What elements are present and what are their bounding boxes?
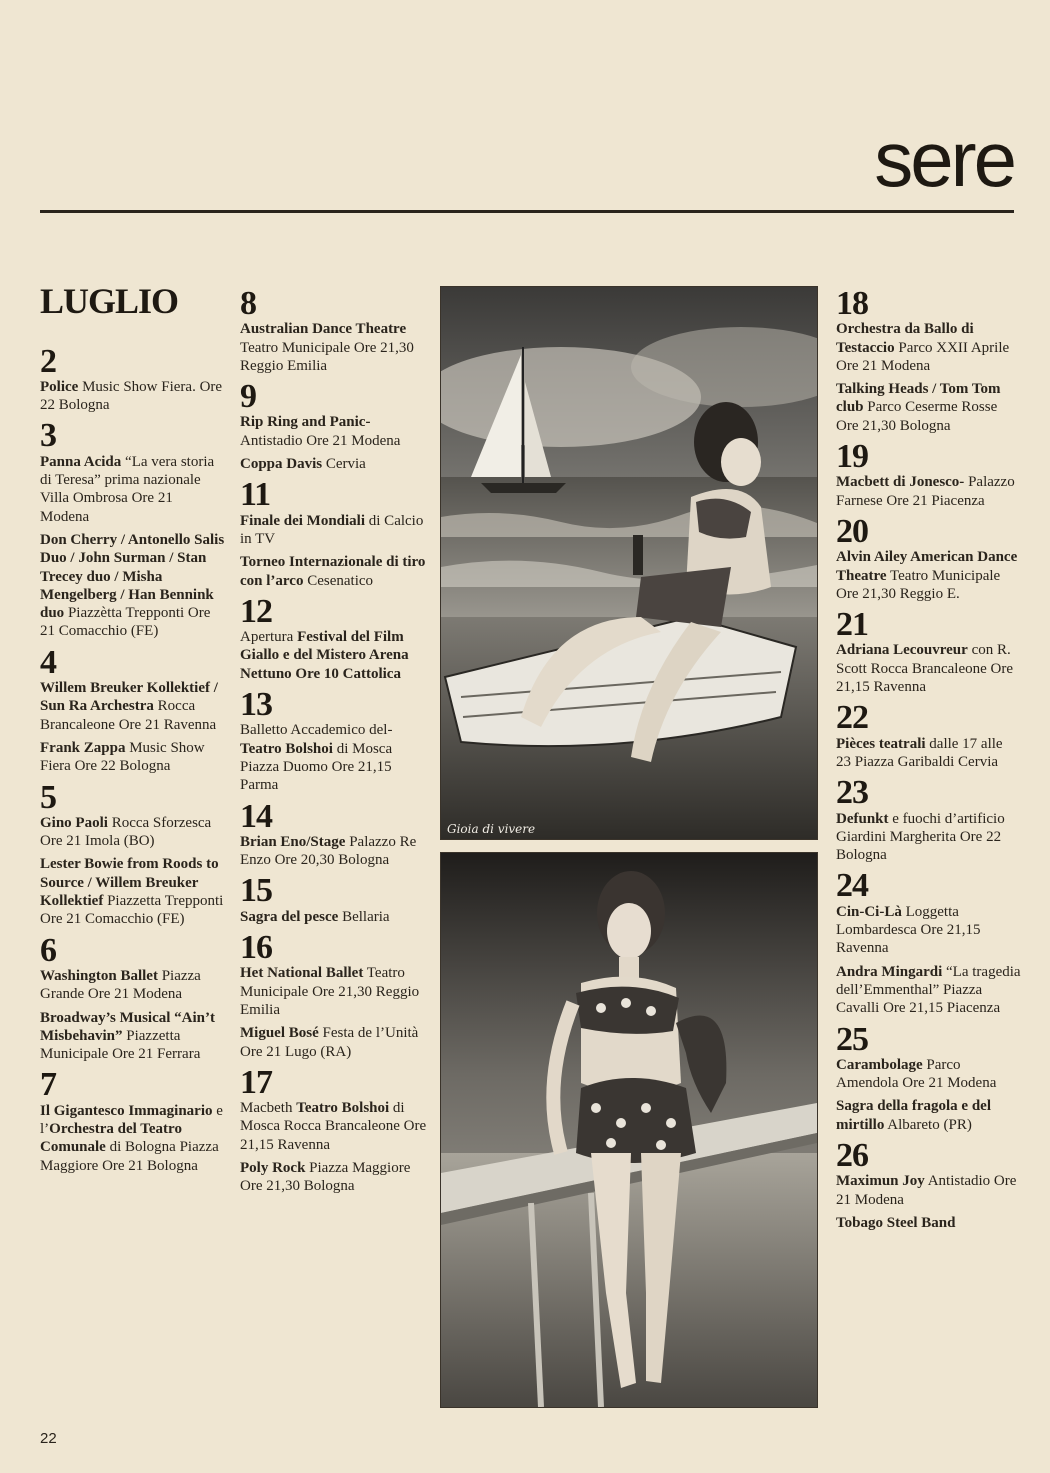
event-entry	[836, 810, 1021, 865]
event-details: Palazzo Farnese Ore 21 Piacenza	[836, 474, 1015, 509]
event-details: Macbeth	[240, 1100, 297, 1117]
day-number: 8	[240, 285, 256, 322]
event-entry	[40, 967, 225, 1004]
event-title: Adriana Lecouvreur	[836, 642, 968, 659]
event-entry	[240, 320, 430, 375]
event-title: Poly Rock	[240, 1159, 306, 1176]
event-title: Coppa Davis	[240, 456, 323, 473]
event-entry	[836, 1172, 1021, 1209]
event-details: Piazzetta Trepponti Ore 21 Comacchio (FE)	[40, 893, 224, 928]
day-number: 26	[836, 1136, 868, 1174]
polka-dot-bikini-photo	[440, 852, 818, 1408]
event-title: Don Cherry / Antonello Salis Duo / John Surman / Stan Trecey duo / Misha Mengelberg / Han Bennink duo	[40, 531, 225, 622]
event-details: Parco XXII Aprile Ore 21 Modena	[836, 339, 1010, 374]
day-number: 21	[836, 606, 868, 644]
event-title: Torneo Internazionale di tiro con l’arco	[240, 554, 426, 589]
event-title: Panna Acida	[40, 453, 122, 470]
event-entry	[836, 1214, 1021, 1232]
event-entry	[240, 964, 430, 1019]
day-number: 23	[836, 774, 868, 812]
day-list-2	[240, 285, 430, 1196]
event-details: Piazzetta Municipale Ore 21 Ferrara	[40, 1027, 201, 1063]
event-entry	[240, 721, 430, 794]
event-title: Lester Bowie from Roods to Source / Willem Breuker Kollektief	[40, 856, 219, 910]
event-details: Piazza Maggiore Ore 21,30 Bologna	[240, 1159, 411, 1195]
event-title: Frank Zappa	[40, 739, 126, 756]
event-title: Miguel Bosé	[240, 1025, 319, 1042]
event-title: Police	[40, 378, 79, 395]
event-entry	[40, 453, 225, 526]
event-title: Rip Ring and Panic-	[240, 414, 371, 431]
event-entry	[40, 814, 225, 851]
event-details: Teatro Municipale Ore 21,30 Reggio Emilia	[240, 339, 414, 374]
event-entry	[836, 380, 1021, 435]
event-details: Rocca Brancaleone Ore 21 Ravenna	[40, 698, 217, 733]
event-entry	[240, 1099, 430, 1154]
event-details: “La tragedia dell’Emmenthal” Piazza Cavalli Ore 21,15 Piacenza	[836, 963, 1021, 1017]
day-number: 4	[40, 643, 56, 681]
event-details: di Mosca Piazza Duomo Ore 21,15 Parma	[240, 740, 393, 794]
event-entry	[240, 833, 430, 870]
event-title: Cin-Ci-Là	[836, 903, 902, 920]
event-details: Piazzètta Trepponti Ore 21 Comacchio (FE)	[40, 605, 211, 640]
event-title: Sagra del pesce	[240, 908, 339, 925]
event-details: Cervia	[322, 456, 366, 473]
event-title: Finale dei Mondiali	[240, 512, 366, 529]
event-entry	[240, 455, 430, 473]
event-details: Festa de l’Unità Ore 21 Lugo (RA)	[240, 1025, 419, 1060]
event-details: Bellaria	[338, 908, 390, 925]
event-details: Loggetta Lombardesca Ore 21,15 Ravenna	[836, 903, 981, 957]
diving-board-illustration	[441, 853, 817, 1407]
day-number: 13	[240, 686, 272, 724]
page-number: 22	[40, 1430, 57, 1447]
event-entry	[836, 963, 1021, 1018]
day-number: 18	[836, 285, 868, 322]
event-entry	[240, 1024, 430, 1061]
day-number: 5	[40, 778, 56, 816]
event-title: Il Gigantesco Immaginario	[40, 1102, 213, 1119]
day-number: 12	[240, 592, 272, 630]
day-number: 24	[836, 867, 868, 905]
day-number: 20	[836, 512, 868, 550]
event-details: e fuochi d’artificio Giardini Margherita Ore 22 Bologna	[836, 810, 1005, 864]
event-entry	[40, 1102, 225, 1175]
event-entry	[40, 739, 225, 776]
day-number: 19	[836, 438, 868, 476]
event-title: Macbett di Jonesco-	[836, 474, 965, 491]
beach-boat-photo	[440, 286, 818, 840]
header-rule	[40, 210, 1014, 213]
event-details: Apertura	[240, 629, 298, 646]
event-details: di Bologna Piazza Maggiore Ore 21 Bologna	[40, 1139, 219, 1174]
month-heading: LUGLIO	[40, 281, 179, 321]
day-number: 2	[40, 342, 56, 380]
event-details: Antistadio Ore 21 Modena	[836, 1173, 1017, 1208]
event-title: Alvin Ailey American Dance Theatre	[836, 549, 1018, 584]
event-details: e l’	[40, 1102, 223, 1137]
event-title: Andra Mingardi	[836, 963, 943, 980]
event-details: dalle 17 alle 23 Piazza Garibaldi Cervia	[836, 735, 1003, 770]
day-number: 17	[240, 1063, 272, 1101]
day-number: 11	[240, 476, 271, 514]
event-entry	[240, 553, 430, 590]
event-details: Music Show Fiera. Ore 22 Bologna	[40, 378, 223, 414]
column-1	[40, 282, 225, 1180]
event-title: Orchestra da Ballo di Testaccio	[836, 321, 974, 356]
event-details: Rocca Sforzesca Ore 21 Imola (BO)	[40, 814, 212, 850]
event-title: Teatro Bolshoi	[240, 740, 333, 757]
event-entry	[836, 641, 1021, 696]
event-entry	[40, 378, 225, 415]
event-title: Gino Paoli	[40, 814, 108, 831]
event-details: Cesenatico	[303, 572, 374, 589]
event-details: Antistadio Ore 21 Modena	[240, 432, 401, 449]
photo-caption: Gioia di vivere	[447, 822, 536, 836]
section-title: sere	[874, 115, 1014, 203]
event-details: con R. Scott Rocca Brancaleone Ore 21,15 Ravenna	[836, 642, 1014, 696]
day-list-1	[40, 342, 225, 1175]
day-number: 7	[40, 1066, 56, 1104]
day-number: 25	[836, 1020, 868, 1058]
event-title: Washington Ballet	[40, 967, 158, 984]
event-entry	[40, 855, 225, 928]
event-title: Sagra della fragola e del mirtillo	[836, 1098, 991, 1133]
event-entry	[836, 1097, 1021, 1134]
event-title: Willem Breuker Kollektief / Sun Ra Archestra	[40, 680, 218, 715]
event-entry	[240, 1159, 430, 1196]
column-3	[836, 282, 1021, 1237]
day-number: 3	[40, 417, 56, 455]
event-title: Talking Heads / Tom Tom club	[836, 381, 1001, 416]
day-number: 22	[836, 699, 868, 737]
column-2	[240, 282, 430, 1201]
event-details: di Calcio in TV	[240, 512, 424, 547]
event-details: Balletto Accademico del-	[240, 722, 393, 739]
event-title: Pièces teatrali	[836, 735, 926, 752]
event-details: “La vera storia di Teresa” prima nazionale Villa Ombrosa Ore 21 Modena	[40, 453, 215, 525]
event-details: Palazzo Re Enzo Ore 20,30 Bologna	[240, 833, 417, 869]
event-title: Defunkt	[836, 810, 889, 827]
day-number: 14	[240, 797, 272, 835]
beach-boat-illustration	[441, 287, 817, 839]
event-title: Carambolage	[836, 1056, 923, 1073]
event-title: Tobago Steel Band	[836, 1214, 956, 1231]
event-details: Piazza Grande Ore 21 Modena	[40, 967, 201, 1003]
event-entry	[240, 512, 430, 549]
event-entry	[40, 679, 225, 734]
event-title: Het National Ballet	[240, 965, 364, 982]
day-list-3	[836, 285, 1021, 1232]
event-entry	[836, 548, 1021, 603]
event-entry	[240, 908, 430, 926]
day-number: 9	[240, 378, 256, 416]
event-entry	[240, 413, 430, 450]
event-title: Brian Eno/Stage	[240, 833, 346, 850]
event-details: Teatro Municipale Ore 21,30 Reggio Emilia	[240, 965, 420, 1018]
day-number: 6	[40, 931, 56, 969]
event-title: Australian Dance Theatre	[240, 321, 407, 338]
event-title: Maximun Joy	[836, 1173, 925, 1190]
event-entry	[836, 735, 1021, 772]
event-details: Albareto (PR)	[884, 1116, 972, 1133]
day-number: 16	[240, 929, 272, 967]
event-details: Teatro Municipale Ore 21,30 Reggio E.	[836, 567, 1001, 602]
event-title: Orchestra del Teatro Comunale	[40, 1120, 182, 1156]
event-details: Parco Amendola Ore 21 Modena	[836, 1056, 997, 1092]
event-entry	[836, 1056, 1021, 1093]
event-entry	[836, 473, 1021, 510]
event-entry	[40, 1009, 225, 1064]
event-entry	[836, 903, 1021, 958]
event-entry	[836, 320, 1021, 375]
event-title: Broadway’s Musical “Ain’t Misbehavin”	[40, 1009, 216, 1044]
event-details: di Mosca Rocca Brancaleone Ore 21,15 Ravenna	[240, 1100, 427, 1153]
event-title: Festival del Film Giallo e del Mistero Arena Nettuno Ore 10 Cattolica	[240, 629, 409, 682]
event-details: Parco Ceserme Rosse Ore 21,30 Bologna	[836, 399, 998, 434]
event-title: Teatro Bolshoi	[296, 1100, 390, 1117]
day-number: 15	[240, 872, 272, 910]
event-entry	[240, 628, 430, 683]
event-entry	[40, 531, 225, 641]
event-details: Music Show Fiera Ore 22 Bologna	[40, 739, 205, 775]
